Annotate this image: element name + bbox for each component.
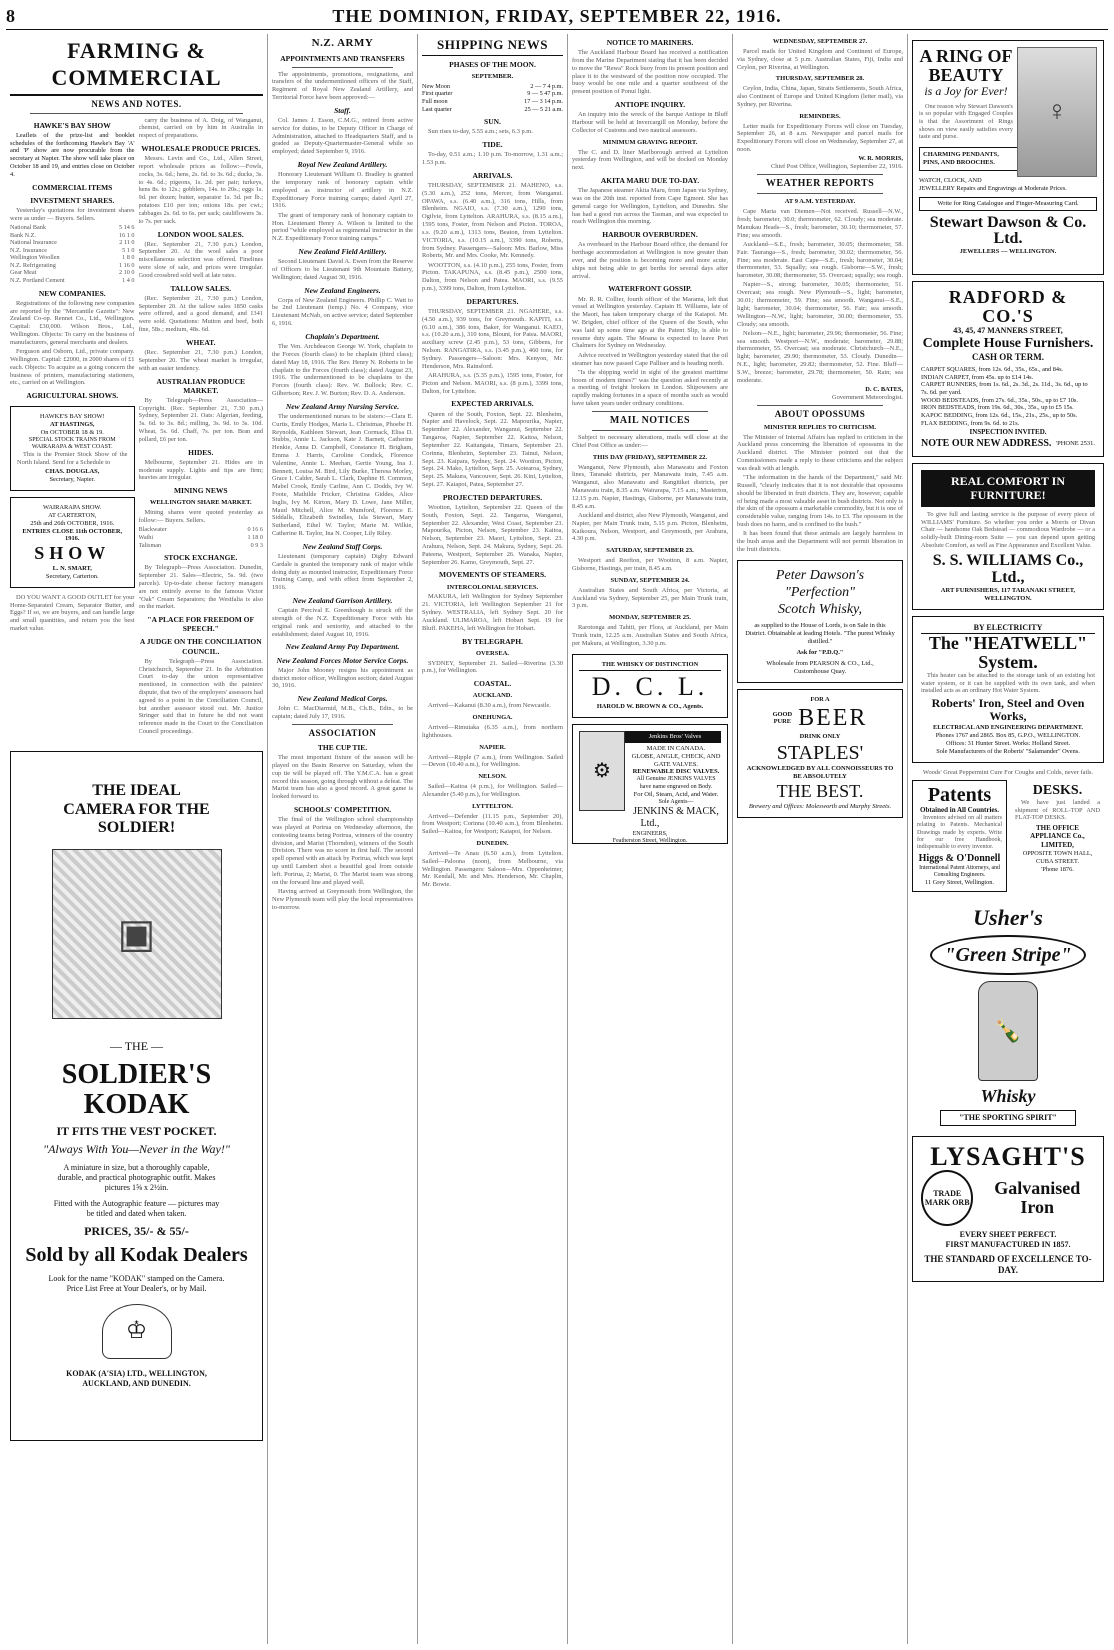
column-weather: WEDNESDAY, SEPTEMBER 27. Parcel mails for United Kingdom and Continent of Europe, via Sydney, close at 5 p.m. Australian States, Fiji, India and Ceylon, per Riverina, at Wellington. THURSDAY, SEPTEMBER 28. Ceylon, India, China, Japan, Straits Settlements, South Africa, also Continent of Europe and United Kingdom (letter mail), via Sydney, per Riverina. REMINDERS. Letter mails for Expeditionary Forces will close on Tuesday, September 26, at 8 a.m. Newspaper and parcel mails for Expeditionary Forces will close on Wednesday, September 27, at noon. W. R. MORRIS, Chief Post Office, Wellington, September 22, 1916. WEATHER REPORTS AT 9 A.M. YESTERDAY. Cape Maria van Diemen—Not received. Russell—N.W., fresh; barometer, 30.0; thermometer, 62. Cloudy; sea moderate. Manukau Heads—S., fresh; barometer, 30.10; thermometer, 57. Fine; sea smooth. Auckland—S.E., fresh; barometer, 30.05; thermometer, 58. Fair. Tauranga—S., fresh; barometer, 30.02; thermometer, 56. Fine; sea moderate. East Cape—S.E., fresh; barometer, 30.04; thermometer, 53. Squally; sea rough. Gisborne—S.W., fresh; barometer, 30.08; thermometer, 55. Overcast; squally; sea rough. Napier—S., strong; barometer, 30.05; thermometer, 51. Overcast; sea rough. New Plymouth—S., light; barometer, 30.01; thermometer, 59. Fine; sea smooth. Wanganui—S.E., light; barometer, 30.04; thermometer, 56. Fair; sea smooth. Wellington—N.W., light; barometer, 30.00; thermometer, 55. Cloudy; sea smooth. Nelson—N.E., light; barometer, 29.96; thermometer, 56. Fine; sea smooth. Westport—N.W., moderate; barometer, 29.88; thermometer, 55. Overcast; sea moderate. Christchurch—N.E., light; barometer, 29.90; thermometer, 53. Cloudy. Dunedin—N.E., light; barometer, 29.82; thermometer, 52. Fine. Bluff—S.W., breeze; barometer, 29.78; thermometer, 50. Rain; sea moderate. D. C. BATES, Government Meteorologist. ABOUT OPOSSUMS MINISTER REPLIES TO CRITICISM. The Minister of Internal Affairs has replied to criticism in the Auckland press concerning the liberation of opossums in the Auckland district. The Minister pointed out that the Commissioners made a reply to these criticisms and the subject was dealt with at length. "The information in the hands of the Department," said Mr. Russell, "clearly indicates that it is not desirable that opossums should be liberated in fruit districts. They are, however, capable of being made a most valuable asset in bush districts. Not only is the skin of the opossum a marketable commodity, but it is one of considerable value, ranging from 14s. to £3. The opossum in the bush does no harm, and is confined to the bush." It has been found that these animals are largely harmless in the bush areas and the Department will not permit liberation in the fruit districts. Peter Dawson's "Perfection" Scotch Whisky, as supplied to the House of Lords, is on Sale in this District. Obtainable at leading Hotels. "The purest Whisky distilled." Ask for "P.D.Q." Wholesale from PEARSON & CO., Ltd., Customhouse Quay. FOR A GOOD PURE BEER DRINK ONLY STAPLES' ACKNOWLEDGED BY ALL CONNOISSEURS TO BE ABSOLUTELY THE BEST. Brewery and Offices: Molesworth and Murphy Streets.: [733, 34, 908, 1644]
departures-heading: DEPARTURES.: [466, 296, 519, 306]
mining-heading: MINING NEWS: [173, 486, 228, 496]
association-title: ASSOCIATION: [308, 727, 377, 738]
artillery-heading: Royal New Zealand Artillery.: [297, 160, 388, 169]
column-ads: [908, 34, 1108, 1644]
expected-arrivals-heading: EXPECTED ARRIVALS.: [451, 399, 534, 409]
investment-heading: INVESTMENT SHARES.: [30, 195, 115, 205]
judge-conciliation-heading: A JUDGE ON THE CONCILIATION COUNCIL.: [139, 637, 262, 656]
dunedin-heading: DUNEDIN.: [476, 840, 509, 848]
movements-heading: MOVEMENTS OF STEAMERS.: [438, 570, 547, 580]
projected-departures-heading: PROJECTED DEPARTURES.: [442, 492, 543, 502]
radford-ad: RADFORD & CO.'S 43, 45, 47 MANNERS STREET, Complete House Furnishers. CASH OR TERM. CARPET SQUARES, from 12s. 6d., 35s., 65s., and 84s. INDIAN CARPET, from 45s. up to £14 14s. CARPET RUNNERS, from 1s. 6d., 2s. 3d., 2s. 11d., 3s. 6d., up to 7s. 6d. per yard. WOOD BEDSTEADS, from 27s. 6d., 35s., 50s., up to £7 10s. IRON BEDSTEADS, from 19s. 6d., 30s., 35s., up to £5 15s. KAPOC BEDDING, from 12s. 6d., 15s., 21s., 25s., up to 50s. FLAX BEDDING, from 9s. 6d. to 21s. INSPECTION INVITED. NOTE OUR NEW ADDRESS. 'PHONE 2531.: [912, 281, 1104, 457]
mail-sunday-heading: SUNDAY, SEPTEMBER 24.: [610, 576, 690, 584]
peter-dawson-whisky-ad: Peter Dawson's "Perfection" Scotch Whisky, as supplied to the House of Lords, is on Sale in this District. Obtainable at leading Hotels. "The purest Whisky distilled." Ask for "P.D.Q." Wholesale from PEARSON & CO., Ltd., Customhouse Quay.: [737, 560, 903, 683]
intercolonial-heading: INTERCOLONIAL SERVICES.: [446, 583, 539, 591]
new-companies-heading: NEW COMPANIES.: [38, 288, 106, 298]
hides-heading: HIDES.: [188, 447, 214, 457]
weather-title: WEATHER REPORTS: [765, 178, 875, 190]
whisky-bottle-icon: 🍾: [978, 981, 1038, 1081]
australian-produce-heading: AUSTRALIAN PRODUCE MARKET.: [156, 376, 246, 395]
telegraph-heading: BY TELEGRAPH.: [462, 636, 523, 646]
onehunga-heading: ONEHUNGA.: [472, 714, 513, 722]
page-number: 8: [6, 5, 16, 26]
trade-mark-stamp-icon: TRADE MARK ORB: [921, 1170, 973, 1226]
freedom-speech-heading: "A PLACE FOR FREEDOM OF SPEECH.": [147, 615, 255, 634]
column-farming: FARMING & COMMERCIAL NEWS AND NOTES. HAWKE'S BAY SHOW Leaflets of the prize-list and booklet schedules of the forthcoming Hawke's Bay 'A' and 'P' show are now procurable from the secretary at Napier. The show will take place on October 18 and 19, and entries close on October 4. COMMERCIAL ITEMS INVESTMENT SHARES. Yesterday's quotations for investment shares were as under — Buyers. Sellers. National Bank 5 14 6 Bank N.Z. 16 1 0 National Insurance 2 11 0 N.Z. Insurance 5 1 0 Wellington Woollen 1 8 0 N.Z. Refrigerating 1 16 0 Gear Meat 2 10 0 N.Z. Portland Cement 1 4 0 NEW COMPANIES. Registrations of the following new companies are reported by the "Mercantile Gazette": New Zealand Co-op. Rennet Co., Ltd., Wellington. Capital: £30,000. Wilson Bros., Ltd., Wellington. Objects: To carry on the business of manufacturers, general merchants and dealers. Ferguson and Osborn, Ltd., private company. Wellington. Capital: £2000, in 2000 shares of £1 each. Objects: To acquire as a going concern the business of printers, manufacturing stationers, etc., carried on at Wellington. AGRICULTURAL SHOWS. HAWKE'S BAY SHOW! AT HASTINGS, On OCTOBER 18 & 19. SPECIAL STOCK TRAINS FROM WAIRARAPA & WEST COAST. This is the Premier Stock Show of the North Island. Send for a Schedule to CHAS. DOUGLAS, Secretary, Napier. WAIRARAPA SHOW. AT CARTERTON, 25th and 26th OCTOBER, 1916. ENTRIES CLOSE 11th OCTOBER, 1916. SHOW L. N. SMART, Secretary, Carterton. DO YOU WANT A GOOD OUTLET for your Home-Separated Cream, Separator Butter, and Eggs? If so, we are buyers, and can handle large and small quantities, and return you the best market value. carry the business of A. Doig, of Wanganui, chemist, carried on by him in Australia in respect of preparations. WHOLESALE PRODUCE PRICES. Messrs. Levin and Co., Ltd., Allen Street, report wholesale prices as follow:—Fowls, cocks, 3s. 6d.; hens, 2s. 6d. to 3s. 6d.; ducks, 3s. to 4s. 6d.; pigeons, 1s. 2d. per pair; turkeys, hens 8s. to 12s.; gobblers, 14s. to 20s.; eggs 1s. 9d. per dozen; butter, separator 1s. 3d. per lb.; potatoes £10 per ton; onions 18s. per cwt.; cabbages 2s. 6d. to 6s. per sack; cauliflowers 3s. to 7s. per sack. LONDON WOOL SALES. (Rec. September 21, 7.30 p.m.) London, September 20. At the wool sales a poor miscellaneous selection was offered. Finelines were slow of sale, and prices were irregular. Good crossbred sold well at late rates. TALLOW SALES. (Rec. September 21, 7.30 p.m.) London, September 20. At the tallow sales 1850 casks were offered, and a good demand, and 1341 were sold. Quotations: Mutton and beef, both fine, 58s.; medium, 48s. 6d. WHEAT. (Rec. September 21, 7.30 p.m.) London, September 20. The wheat market is irregular, with an easier tendency. AUSTRALIAN PRODUCE MARKET. By Telegraph—Press Association—Copyright. (Rec. September 21, 7.30 p.m.) Sydney, September 21. Oats: Algerian, feeding, 3s. 6d. to 3s. 8d.; milling, 3s. 9d. to 3s. 10d. Wheat, 5s. 6d. Chaff, 7s. per ton. Bran and pollard, £6 per ton. HIDES. Melbourne, September 21. Hides are in moderate supply. Lights and tips are firm; heavies are irregular. MINING NEWS WELLINGTON SHARE MARKET. Mining shares were quoted yesterday as follow:— Buyers. Sellers. Blackwater 0 16 6 Waihi 1 18 0 Talisman 0 9 3 STOCK EXCHANGE. By Telegraph—Press Association. Dunedin, September 21. Sales—Electric, 5s. 9d. (two parcels). Up-to-date cheese factory managers are not entirely averse to the famous Victor "Oak" Cream Separators; the Westfalia is also on the market. "A PLACE FOR FREEDOM OF SPEECH." A JUDGE ON THE CONCILIATION COUNCIL. By Telegraph—Press Association. Christchurch, September 21. In the Arbitration Court to-day the union representative mentioned, in connection with the painters' dispute, that two of the employers' assessors had agreed to a point in the Conciliation Council, but another assessor stood out. Mr. Justice Stringer said that in future he did not want reference made in the Court to the Conciliation Council proceedings. THE IDEAL CAMERA FOR THE SOLDIER! ▣ — THE — SOLDIER'S KODAK IT FITS THE VEST POCKET. "Always With You—Never in the Way!" A miniature in size, but a thoroughly capable, durable, and practical photographic outfit. Makes pictures 1⅝ x 2½in. Fitted with the Autographic feature — pictures may be titled and dated when taken. PRICES, 35/- & 55/- Sold by all Kodak Dealers Look for the name "KODAK" stamped on the Camera. Price List Free at Your Dealer's, or by Mail. ♔ KODAK (A'SIA) LTD., WELLINGTON, AUCKLAND, AND DUNEDIN.: [6, 34, 268, 1644]
opossums-subhead: MINISTER REPLIES TO CRITICISM.: [763, 423, 877, 431]
chaplains-heading: Chaplain's Department.: [305, 331, 380, 341]
nelson-heading: NELSON.: [478, 773, 507, 781]
staff-corps-heading: New Zealand Staff Corps.: [302, 541, 383, 551]
oversea-heading: OVERSEA.: [475, 649, 510, 657]
london-wool-heading: LONDON WOOL SALES.: [157, 229, 244, 239]
column-notices: NOTICE TO MARINERS. The Auckland Harbour Board has received a notification from the Marine Department stating that it has been decided to move the "Rewa" Rock buoy from its present position and place it to the westward of the position now occupied. The buoy would be one mile and a quarter southwest of the present position of Ponui light. ANTIOPE INQUIRY. An inquiry into the wreck of the barque Antiope in Bluff Harbour will be held at Invercargill on Monday, before the Collector of Customs and two nautical assessors. MINIMUM GRAVING REPORT. The C. and D. liner Marlborough arrived at Lyttelton yesterday from Wellington, and will be docked on Monday next. AKITA MARU DUE TO-DAY. The Japanese steamer Akita Maru, from Japan via Sydney, was on the 20th inst. reported from Cape Egmont. She has general cargo for Wellington, Lyttelton, and Dunedin. She has had a good run across the Tasman, and was expected to reach Wellington this morning. HARBOUR OVERBURDEN. As overheard in the Harbour Board office, the demand for berthage accommodation at Wellington is now greater than ever, and the position is becoming more and more acute, ships not being able to get berths for several days after arrival. WATERFRONT GOSSIP. Mr. R. R. Collier, fourth officer of the Marama, left that vessel at Wellington yesterday. Captain H. Williams, late of the Maori, has taken temporary charge of the Kaiapoi. Mr. W. Brigden, chief officer of the Queen of the South, who was laid up some time ago at the Patent Slip, is able to resume duty again. The Moana is expected to leave Port Chalmers for Sydney on Wednesday. Advice received in Wellington yesterday stated that the oil steamer has now passed Cape Palliser and is heading north. "Is the shipping world in sight of the greatest maritime boom of modern times?" was the question asked recently at a meeting of freight brokers in London. Shipowners are rapidly making fortunes in a space of months such as would have taken years under ordinary conditions. MAIL NOTICES Subject to necessary alterations, mails will close at the Chief Post Office as under:— THIS DAY (FRIDAY), SEPTEMBER 22. Wanganui, New Plymouth, also Manawatu and Foxton lines, Taranaki districts, per Manawatu train, 7.45 a.m. Wanganui, also Manawatu and Rangitikei districts, per Manawatu train, 8.35 a.m. Wairarapa, 7.15 a.m.; Masterton, 12.15 p.m. Napier, Hastings, Gisborne, per Manawatu train, 8.45 a.m. Auckland and district, also New Plymouth, Wanganui, and Napier, per Main Trunk train, 5.15 p.m. Picton, Blenheim, Kaikoura, Nelson, Westport, and Greymouth, per Arahura, 4.30 p.m. SATURDAY, SEPTEMBER 23. Westport and Reefton, per Wootton, 8 a.m. Napier, Gisborne, Hastings, per train, 8.45 a.m. SUNDAY, SEPTEMBER 24. Australian States and South Africa, per Victoria, at Auckland via Sydney, September 25, per Main Trunk train, 3 p.m. MONDAY, SEPTEMBER 25. Rarotonga and Tahiti, per Flora, at Auckland, per Main Trunk train, 12.25 a.m. Australian States and South Africa, per Makura, at Wellington, 3.30 p.m. THE WHISKY OF DISTINCTION D. C. L. HAROLD W. BROWN & CO., Agents. ⚙ Jenkins Bros' Valves MADE IN CANADA. GLOBE, ANGLE, CHECK, AND GATE VALVES. RENEWABLE DISC VALVES. All Genuine JENKINS VALVES have name engraved on Body. For Oil, Steam, Acid, and Water. Sole Agents— JENKINS & MACK, Ltd., ENGINEERS, Featherston Street, Wellington.: [568, 34, 733, 1644]
motor-heading: New Zealand Forces Motor Service Corps.: [276, 655, 409, 665]
harbour-heading: HARBOUR OVERBURDEN.: [602, 230, 698, 240]
antiope-heading: ANTIOPE INQUIRY.: [614, 100, 686, 110]
shipping-title: SHIPPING NEWS: [422, 37, 563, 56]
tide-heading: TIDE.: [482, 140, 503, 150]
masthead-title: THE DOMINION, FRIDAY, SEPTEMBER 22, 1916.: [332, 5, 782, 26]
share-market-heading: WELLINGTON SHARE MARKET.: [149, 499, 252, 507]
column-shipping: SHIPPING NEWS PHASES OF THE MOON. SEPTEMBER. New Moon 2 — 7 4 p.m. First quarter 9 — 5 47 p.m. Full moon 17 — 3 14 p.m. Last quarter 25 — 5 21 a.m. SUN. Sun rises to-day, 5.55 a.m.; sets, 6.3 p.m. TIDE. To-day, 0.51 a.m.; 1.10 p.m. To-morrow, 1.31 a.m.; 1.53 p.m. ARRIVALS. THURSDAY, SEPTEMBER 21. MAHENO, s.s. (5.30 a.m.), 252 tons, Mercer, from Wanganui. OPAWA, s.s. (6.40 a.m.), 316 tons, Hills, from Blenheim. NGAIO, s.s. (7.30 a.m.), 1290 tons, Ogilvie, from Lyttelton. ARAHURA, s.s. (8.15 a.m.), 1595 tons, Foster, from Nelson and Picton. TOROA, s.s. (9.20 a.m.), 1313 tons, Beaton, from Lyttelton. VICTORIA, s.s. (10.15 a.m.), 3390 tons, Roberts, from Sydney. Passengers—Saloon: Mrs. Barlow, Miss Roberts, Mr. and Mrs. Cooke, Mr. Kennedy. WOOTTON, s.s. (4.10 p.m.), 255 tons, Foster, from Picton. TAKAPUNA, s.s. (8.45 p.m.), 2500 tons, Dalton, from Nelson and Patea. MAORI, s.s. (9.55 p.m.), 3399 tons, Dalton, from Lyttelton. DEPARTURES. THURSDAY, SEPTEMBER 21. NGAHERE, s.s. (4.50 a.m.), 939 tons, for Greymouth. KAPITI, s.s. (6.10 a.m.), 386 tons, Baker, for Wanganui. KAEO, s.s. (10.20 a.m.), 310 tons, Blount, for Patea. MAORI, auxiliary screw (2.45 p.m.), 53 tons, Gibbens, for Nelson. RANGATIRA, s.s. (3.45 p.m.), 460 tons, for Sydney. Passengers—Saloon: Mrs. Kenyon, Mr. Henderson, Mrs. Rainsford. ARAHURA, s.s. (5.35 p.m.), 1595 tons, Foster, for Picton and Nelson. MAORI, s.s. (8 p.m.), 3399 tons, Dalton, for Lyttelton. EXPECTED ARRIVALS. Queen of the South, Foxton, Sept. 22. Blenheim, Napier and Havelock, Sept. 22. Mapourika, Napier, September 22. Alexander, Wanganui, September 22. Tangaroa, Napier, September 22. Kaitoa, Nelson, September 22. Kaitangata, Timaru, September 23. Corinna, Blenheim, September 23. Tainui, Nelson, Sept. 23. Kaipara, Sydney, Sept. 24. Wootton, Picton, Sept. 24. Mako, Lyttelton, Sept. 25. Aotearoa, Sydney, Sept. 25. Makura, Vancouver, Sept. 26. Kini, Lyttelton, Sept. 27. Kaiapoi, Patea, September 27. PROJECTED DEPARTURES. Wootton, Lyttelton, September 22. Queen of the South, Foxton, Sept. 22. Tangaroa, Wanganui, September 22. Alexander, West Coast, September 23. Mapourika, Picton, Nelson, September 23. Kaitoa, Nelson, September 23. Maori, Lyttelton, Sept. 23. Arahura, Nelson, Sept. 24. Makura, Sydney, Sept. 26. Pateena, Westport, September 26. Wanaka, Napier, September 26. Kamo, Greymouth, Sept. 27. MOVEMENTS OF STEAMERS. INTERCOLONIAL SERVICES. MAKURA, left Wellington for Sydney September 21. VICTORIA, left Wellington September 21 for Sydney. WESTRALIA, left Sydney Sept. 20 for Auckland. ULIMAROA, left Hobart Sept. 19 for Bluff. PAKEHA, left Wellington for Hobart. BY TELEGRAPH. OVERSEA. SYDNEY, September 21. Sailed—Riverina (3.30 p.m.), for Wellington. COASTAL. AUCKLAND. Arrived—Kakanui (8.30 a.m.), from Newcastle. ONEHUNGA. Arrived—Rimutaka (6.35 a.m.), from northern lighthouses. NAPIER. Arrived—Ripple (7 a.m.), from Wellington. Sailed—Devon (10.40 a.m.), for Wellington. NELSON. Sailed—Kaitoa (4 p.m.), for Wellington. Sailed—Alexander (5.40 p.m.), for Wellington. LYTTELTON. Arrived—Defender (11.15 p.m., September 20), from Westport; Corinna (10.40 a.m.), from Blenheim. Sailed—Kaitoa, for Westport; Kaiapoi, for Nelson. DUNEDIN. Arrived—Te Anau (6.50 a.m.), from Lyttelton. Sailed—Paloona (noon), from Melbourne, via Wellington. Passengers: Saloon—Mrs. Oppenheimer, Mr. Kendall, Mr. and Mrs. Henderson, Mr. Chaplin, Mr. Bowie.: [418, 34, 568, 1644]
heatwell-ad: BY ELECTRICITY The "HEATWELL" System. This heater can be attached to the storage tank of an existing hot water system, or it can be supplied with its own tank, and when installed acts as an ordinary Hot Water System. Roberts' Iron, Steel and Oven Works, ELECTRICAL AND ENGINEERING DEPARTMENT. Phones 1767 and 2865. Box 85, G.P.O., WELLINGTON. Offices: 31 Hunter Street. Works: Holland Street. Sole Manufacturers of the Roberts' "Salamander" Ovens.: [912, 616, 1104, 762]
mail-day-heading: THIS DAY (FRIDAY), SEPTEMBER 22.: [592, 453, 708, 461]
desks-ad: DESKS. We have just landed a shipment of ROLL-TOP AND FLAT-TOP DESKS. THE OFFICE APPLIANCE Co., LIMITED, OPPOSITE TOWN HALL, CUBA STREET. 'Phone 1876.: [1015, 783, 1100, 873]
wholesale-heading: WHOLESALE PRODUCE PRICES.: [141, 144, 261, 154]
camera-image: ▣: [52, 849, 222, 1019]
arrivals-heading: ARRIVALS.: [472, 170, 513, 180]
kodak-headline: THE IDEAL CAMERA FOR THE SOLDIER!: [63, 782, 210, 837]
cup-tie-heading: THE CUP TIE.: [317, 742, 368, 752]
hawkes-bay-heading: HAWKE'S BAY SHOW: [33, 120, 111, 130]
royal-crest-icon: ♔: [102, 1304, 172, 1359]
valve-icon: ⚙: [579, 731, 625, 811]
agricultural-shows-heading: AGRICULTURAL SHOWS.: [26, 391, 119, 401]
kodak-ad: THE IDEAL CAMERA FOR THE SOLDIER! ▣ — THE — SOLDIER'S KODAK IT FITS THE VEST POCKET. "Always With You—Never in the Way!" A miniature in size, but a thoroughly capable, durable, and practical photographic outfit. Makes pictures 1⅝ x 2½in. Fitted with the Autographic feature — pictures may be titled and dated when taken. PRICES, 35/- & 55/- Sold by all Kodak Dealers Look for the name "KODAK" stamped on the Camera. Price List Free at Your Dealer's, or by Mail. ♔ KODAK (A'SIA) LTD., WELLINGTON, AUCKLAND, AND DUNEDIN.: [10, 751, 263, 1441]
auckland-heading: AUCKLAND.: [472, 692, 513, 700]
woods-peppermint-notice: Woods' Great Peppermint Cure For Coughs and Colds, never fails.: [922, 768, 1094, 776]
reminders-heading: REMINDERS.: [799, 112, 841, 120]
masthead: [6, 4, 1108, 30]
nursing-heading: New Zealand Army Nursing Service.: [285, 401, 400, 411]
mail-monday-heading: MONDAY, SEPTEMBER 25.: [609, 614, 691, 622]
news-notes-subhead: NEWS AND NOTES.: [91, 98, 182, 109]
stock-exchange-heading: STOCK EXCHANGE.: [164, 553, 238, 563]
lysaght-ad: LYSAGHT'S TRADE MARK ORB Galvanised Iron EVERY SHEET PERFECT. FIRST MANUFACTURED IN 1857. THE STANDARD OF EXCELLENCE TO-DAY.: [912, 1136, 1104, 1282]
engineers-heading: New Zealand Engineers.: [304, 285, 381, 295]
moon-month: SEPTEMBER.: [471, 73, 514, 80]
weather-time: AT 9 A.M. YESTERDAY.: [784, 198, 856, 206]
schools-heading: SCHOOLS' COMPETITION.: [293, 804, 392, 814]
pay-heading: New Zealand Army Pay Department.: [285, 642, 400, 652]
napier-heading: NAPIER.: [479, 743, 506, 751]
field-artillery-heading: New Zealand Field Artillery.: [298, 246, 387, 256]
ushers-whisky-ad: Usher's "Green Stripe" 🍾 Whisky "THE SPORTING SPIRIT": [912, 900, 1104, 1130]
medical-heading: New Zealand Medical Corps.: [297, 694, 388, 704]
hawkes-bay-show-ad: HAWKE'S BAY SHOW! AT HASTINGS, On OCTOBER 18 & 19. SPECIAL STOCK TRAINS FROM WAIRARAPA & WEST COAST. This is the Premier Stock Show of the North Island. Send for a Schedule to CHAS. DOUGLAS, Secretary, Napier.: [10, 406, 135, 491]
lyttelton-heading: LYTTELTON.: [472, 802, 513, 810]
stewart-dawson-ad: ♀ A RING OF BEAUTY is a Joy for Ever! One reason why Stewart Dawson's is so popular with Engaged Couples is that the Assortment of Rings shows on view easily satisfies every taste and purse. CHARMING PENDANTS, PINS, AND BROOCHES. WATCH, CLOCK, AND JEWELLERY Repairs and Engravings at Moderate Prices. Write for Ring Catalogue and Finger-Measuring Card. Stewart Dawson & Co. Ltd. JEWELLERS — WELLINGTON.: [912, 40, 1104, 275]
column-army: N.Z. ARMY APPOINTMENTS AND TRANSFERS The appointments, promotions, resignations, and transfers of the undermentioned officers of the Staff, Regiment of Royal New Zealand Artillery, and Territorial Force have been approved:— Staff. Col. James J. Esson, C.M.G., retired from active service for duties, to be Deputy Officer in Charge of Administration, attached to Headquarters Staff, and is graded as Deputy-Quartermaster-General while so employed; dated September 9, 1916. Royal New Zealand Artillery. Honorary Lieutenant William O. Bradley is granted the temporary rank of honorary captain while employed as instructor of artillery in N.Z. Expeditionary Force training camps; dated April 27, 1916. The grant of temporary rank of honorary captain to Hon. Lieutenant Henry A. Wilson is limited to the period "while employed as regimental instructor in the N.Z. Expeditionary Force training camps." New Zealand Field Artillery. Second Lieutenant David A. Ewen from the Reserve of Officers to be Lieutenant 9th Mountain Battery, Wellington; dated August 30, 1916. New Zealand Engineers. Corps of New Zealand Engineers. Phillip C. Watt to be 2nd Lieutenant (temp.) No. 4 Company, vice Lieutenant McNab, on active service; dated September 6, 1916. Chaplain's Department. The Ven. Archdeacon George W. York, chaplain to the Forces (fourth class) to be chaplain (third class); dated May 18, 1916. The Rev. Henry N. Roberts to be chaplain to the Forces (fourth class); dated August 23, 1916. The undermentioned to be chaplains to the Forces (fourth class): Rev. W. Bullock; Rev. C. Gilbertson; Rev. J. W. Burton; Rev. D. A. Anderson. New Zealand Army Nursing Service. The undermentioned nurses to be sisters:—Clara E. Curtis, Emily Hodges, Maria L. Christmas, Phoebe H. Reynolds, Kathleen Stewart, Jean Cormack, Elisa D. Stubbs, Annie L. Jackson, Kate J. Barnett, Catherine Henkie, Anna D. Campbell, Constance H. Brigham, Emma J. Harris, Caroline Condick, Florence Valentine, Annie L. Meehan, Gertie Young, Ina J. Bennett, Louisa M. Bird, Lily Burke, Theresa Morley, Grace I. Calder, Sarah L. Clark, Daphne H. Common, Mabel Crook, Emily Carline, Ann C. Dodds, Ivy W. Foote, Mathilde Fricker, Christina Giddes, Alice Inglis, Ivy M. Kirton, Mary D. Lowe, Jane Miller, Maud Mitchell, Alice M. Mumford, Florence E. Siddalls, Elizabeth Swindles, Isla Stewart, Mary Sutherland, Ethel W. Taylor, Marie M. Wilkie, Catherine R. Taylor, Ina N. Cooper, Lily Riley. New Zealand Staff Corps. Lieutenant (temporary captain) Digby Edward Cardale is granted the temporary rank of major while doing duty as mounted instructor, Expeditionary Force Training Camp, and with effect from September 2, 1916. New Zealand Garrison Artillery. Captain Percival E. Greenhough is struck off the strength of the N.Z. Expeditionary Force with his original rank and seniority, and attached to the establishment; dated August 10, 1916. New Zealand Army Pay Department. New Zealand Forces Motor Service Corps. Major John Mooney resigns his appointment as district motor officer, Wellington section; dated August 30, 1916. New Zealand Medical Corps. John C. MacDiarmid, M.B., Ch.B., Edin., to be captain; dated July 17, 1916. ASSOCIATION THE CUP TIE. The most important fixture of the season will be played on the Basin Reserve on Saturday, when the cup tie will be played off. The Y.M.C.A. has a great record this season, going through without a defeat. The Marist team has also a good record. A great game is looked forward to. SCHOOLS' COMPETITION. The final of the Wellington school championship was played at Porirua on Wednesday afternoon, the contesting teams being Porirua, winners of the country division, and Marist (Thorndon), winners of the South Division. There was no score in first half. The second spell opened with an attack by Porirua, which was kept up until Lambert shot a beautiful goal from outside left. Porirua, 2; Marist, 0. The Marist team was strong on the forward line and played well. Having arrived at Greymouth from Wellington, the New Plymouth team will play the local representatives to-morrow.: [268, 34, 418, 1644]
army-title: N.Z. ARMY: [311, 37, 374, 49]
patents-ad: Patents Obtained in All Countries. Inventors advised on all matters relating to Patents. Mechanical Drawings made by experts. Write for our free Handbook, indispensable to every inventor. Higgs & O'Donnell International Patent Attorneys, and Consulting Engineers. 11 Grey Street, Wellington.: [912, 780, 1007, 892]
commercial-heading: COMMERCIAL ITEMS: [32, 182, 113, 192]
mail-saturday-heading: SATURDAY, SEPTEMBER 23.: [606, 547, 694, 555]
sold-by-kodak-dealers: Sold by all Kodak Dealers: [25, 1243, 248, 1266]
gossip-heading: WATERFRONT GOSSIP.: [608, 284, 692, 294]
opossums-title: ABOUT OPOSSUMS: [774, 408, 866, 419]
wheat-heading: WHEAT.: [185, 337, 216, 347]
moon-table: New Moon 2 — 7 4 p.m. First quarter 9 — 5 47 p.m. Full moon 17 — 3 14 p.m. Last quarter 25 — 5 21 a.m.: [422, 82, 563, 113]
army-subhead: APPOINTMENTS AND TRANSFERS: [280, 54, 405, 64]
williams-furniture-ad: REAL COMFORT IN FURNITURE! To give full and lasting service is the purpose of every piece of WILLIAMS' Furniture. So whether you order a Morris or Divan Chair — handsome Oak Bedstead — commodious Wardrobe — or a solidly-built Dining-room Suite — you can depend upon getting Absolute Comfort, as well as Fine Appearance and Excellent Value. S. S. WILLIAMS Co., Ltd., ART FURNISHERS, 117 TARANAKI STREET, WELLINGTON.: [912, 463, 1104, 610]
farming-section-title: FARMING & COMMERCIAL: [10, 34, 263, 96]
hawkes-bay-text: Leaflets of the prize-list and booklet schedules of the forthcoming Hawke's Bay 'A' and 'P' show are now procurable from the secretary at Napier. The show will take place on October 18 and 19, and entries close on October 4.: [10, 131, 135, 178]
akita-heading: AKITA MARU DUE TO-DAY.: [600, 175, 700, 185]
garrison-heading: New Zealand Garrison Artillery.: [292, 596, 393, 606]
coastal-heading: COASTAL.: [473, 679, 512, 689]
jenkins-valves-ad: ⚙ Jenkins Bros' Valves MADE IN CANADA. GLOBE, ANGLE, CHECK, AND GATE VALVES. RENEWABLE DISC VALVES. All Genuine JENKINS VALVES have name engraved on Body. For Oil, Steam, Acid, and Water. Sole Agents— JENKINS & MACK, Ltd., ENGINEERS, Featherston Street, Wellington.: [572, 724, 728, 844]
staples-beer-ad: FOR A GOOD PURE BEER DRINK ONLY STAPLES' ACKNOWLEDGED BY ALL CONNOISSEURS TO BE ABSOLUTELY THE BEST. Brewery and Offices: Molesworth and Murphy Streets.: [737, 689, 903, 818]
wed-mail-heading: WEDNESDAY, SEPTEMBER 27.: [772, 38, 868, 45]
dcl-whisky-ad: THE WHISKY OF DISTINCTION D. C. L. HAROLD W. BROWN & CO., Agents.: [572, 654, 728, 718]
sun-heading: SUN.: [484, 117, 501, 127]
moon-phases-heading: PHASES OF THE MOON.: [449, 59, 536, 69]
mariners-heading: NOTICE TO MARINERS.: [606, 38, 694, 47]
wairarapa-show-ad: WAIRARAPA SHOW. AT CARTERTON, 25th and 26th OCTOBER, 1916. ENTRIES CLOSE 11th OCTOBER, 1916. SHOW L. N. SMART, Secretary, Carterton.: [10, 497, 135, 588]
soldiers-kodak-title: SOLDIER'S KODAK: [61, 1059, 212, 1120]
thu-mail-heading: THURSDAY, SEPTEMBER 28.: [775, 75, 865, 83]
lady-illustration: ♀: [1017, 47, 1097, 177]
tallow-heading: TALLOW SALES.: [170, 283, 232, 293]
mail-notices-title: MAIL NOTICES: [609, 414, 691, 426]
staff-heading: Staff.: [334, 105, 351, 115]
